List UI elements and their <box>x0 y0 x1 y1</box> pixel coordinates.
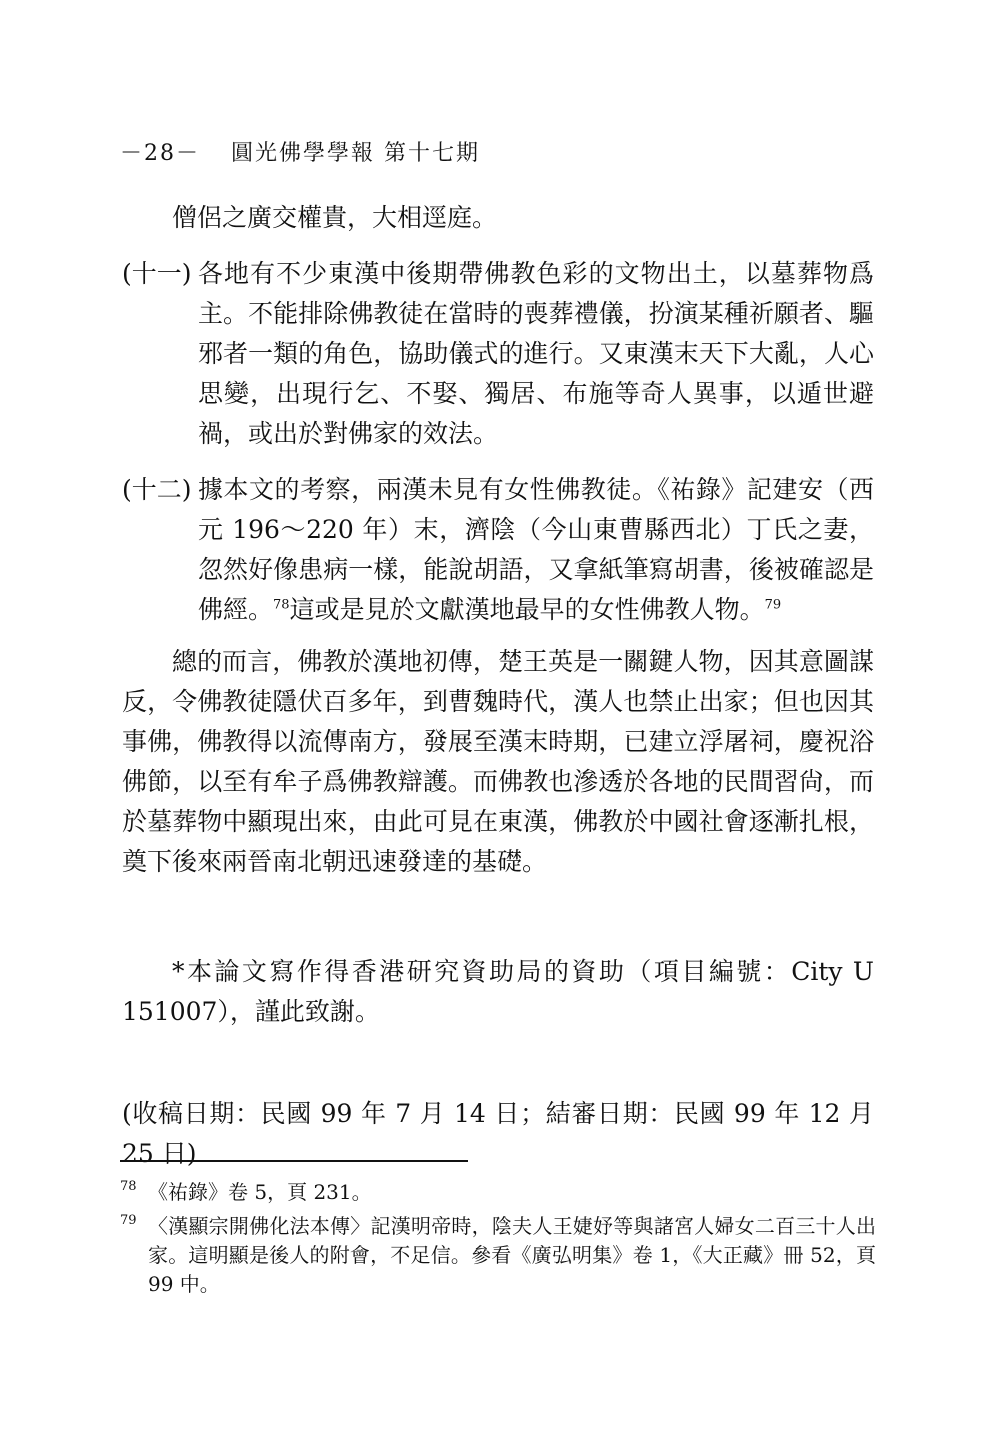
submission-dates: (收稿日期：民國 99 年 7 月 14 日；結審日期：民國 99 年 12 月 25 日) <box>122 1099 874 1168</box>
running-header <box>120 136 480 167</box>
list-item-11 <box>122 254 874 454</box>
footnote-78 <box>120 1178 876 1207</box>
footnote-ref-79: 79 <box>764 597 782 613</box>
list-item-text <box>198 470 874 630</box>
list-item-12 <box>122 470 874 630</box>
continuation-line: 僧侶之廣交權貴，大相逕庭。 <box>172 203 498 232</box>
footnote-79 <box>120 1212 876 1299</box>
summary-paragraph: 總的而言，佛教於漢地初傳，楚王英是一關鍵人物，因其意圖謀反，令佛教徒隱伏百多年，到曹魏時代，漢人也禁止出家；但也因其事佛，佛教得以流傳南方，發展至漢末時期，已建立浮屠祠，慶祝浴佛節，以至有牟子爲佛教辯護。而佛教也滲透於各地的民間習尙，而於墓葬物中顯現出來，由此可見在東漢，佛教於中國社會逐漸扎根，奠下後來兩晉南北朝迅速發達的基礎。 <box>122 647 874 876</box>
item-12-text-b: 這或是見於文獻漢地最早的女性佛教人物。 <box>289 595 765 624</box>
footnote-text: 〈漢顯宗開佛化法本傳〉記漢明帝時，陰夫人王婕妤等與諸宮人婦女二百三十人出家。這明顯是後人的附會，不足信。參看《廣弘明集》卷 1，《大正藏》冊 52，頁 99 中。 <box>148 1214 876 1296</box>
item-12-text-a: 據本文的考察，兩漢未見有女性佛教徒。《祐錄》記建安（西元 196～220 年）末，濟陰（今山東曹縣西北）丁氏之妻，忽然好像患病一樣，能說胡語，又拿紙筆寫胡書，後被確認是佛經。 <box>198 475 874 624</box>
acknowledgement-note: *本論文寫作得香港研究資助局的資助（項目編號：City U 151007），謹此致謝。 <box>122 957 874 1026</box>
footnote-divider <box>120 1160 468 1162</box>
footnote-number: 78 <box>120 1179 137 1194</box>
list-item-label: (十二) <box>122 475 192 504</box>
page-number: －28－ <box>120 141 200 166</box>
footnote-number: 79 <box>120 1213 137 1228</box>
footnote-text: 《祐錄》卷 5，頁 231。 <box>148 1180 372 1204</box>
list-item-text: 各地有不少東漢中後期帶佛教色彩的文物出土，以墓葬物爲主。不能排除佛教徒在當時的喪葬禮儀，扮演某種祈願者、驅邪者一類的角色，協助儀式的進行。又東漢末天下大亂，人心思變，出現行乞、不娶、獨居、布施等奇人異事，以遁世避禍，或出於對佛家的效法。 <box>198 259 874 448</box>
footnote-ref-78: 78 <box>273 597 290 613</box>
list-item-label: (十一) <box>122 259 192 288</box>
journal-title: 圓光佛學學報 第十七期 <box>231 141 480 166</box>
